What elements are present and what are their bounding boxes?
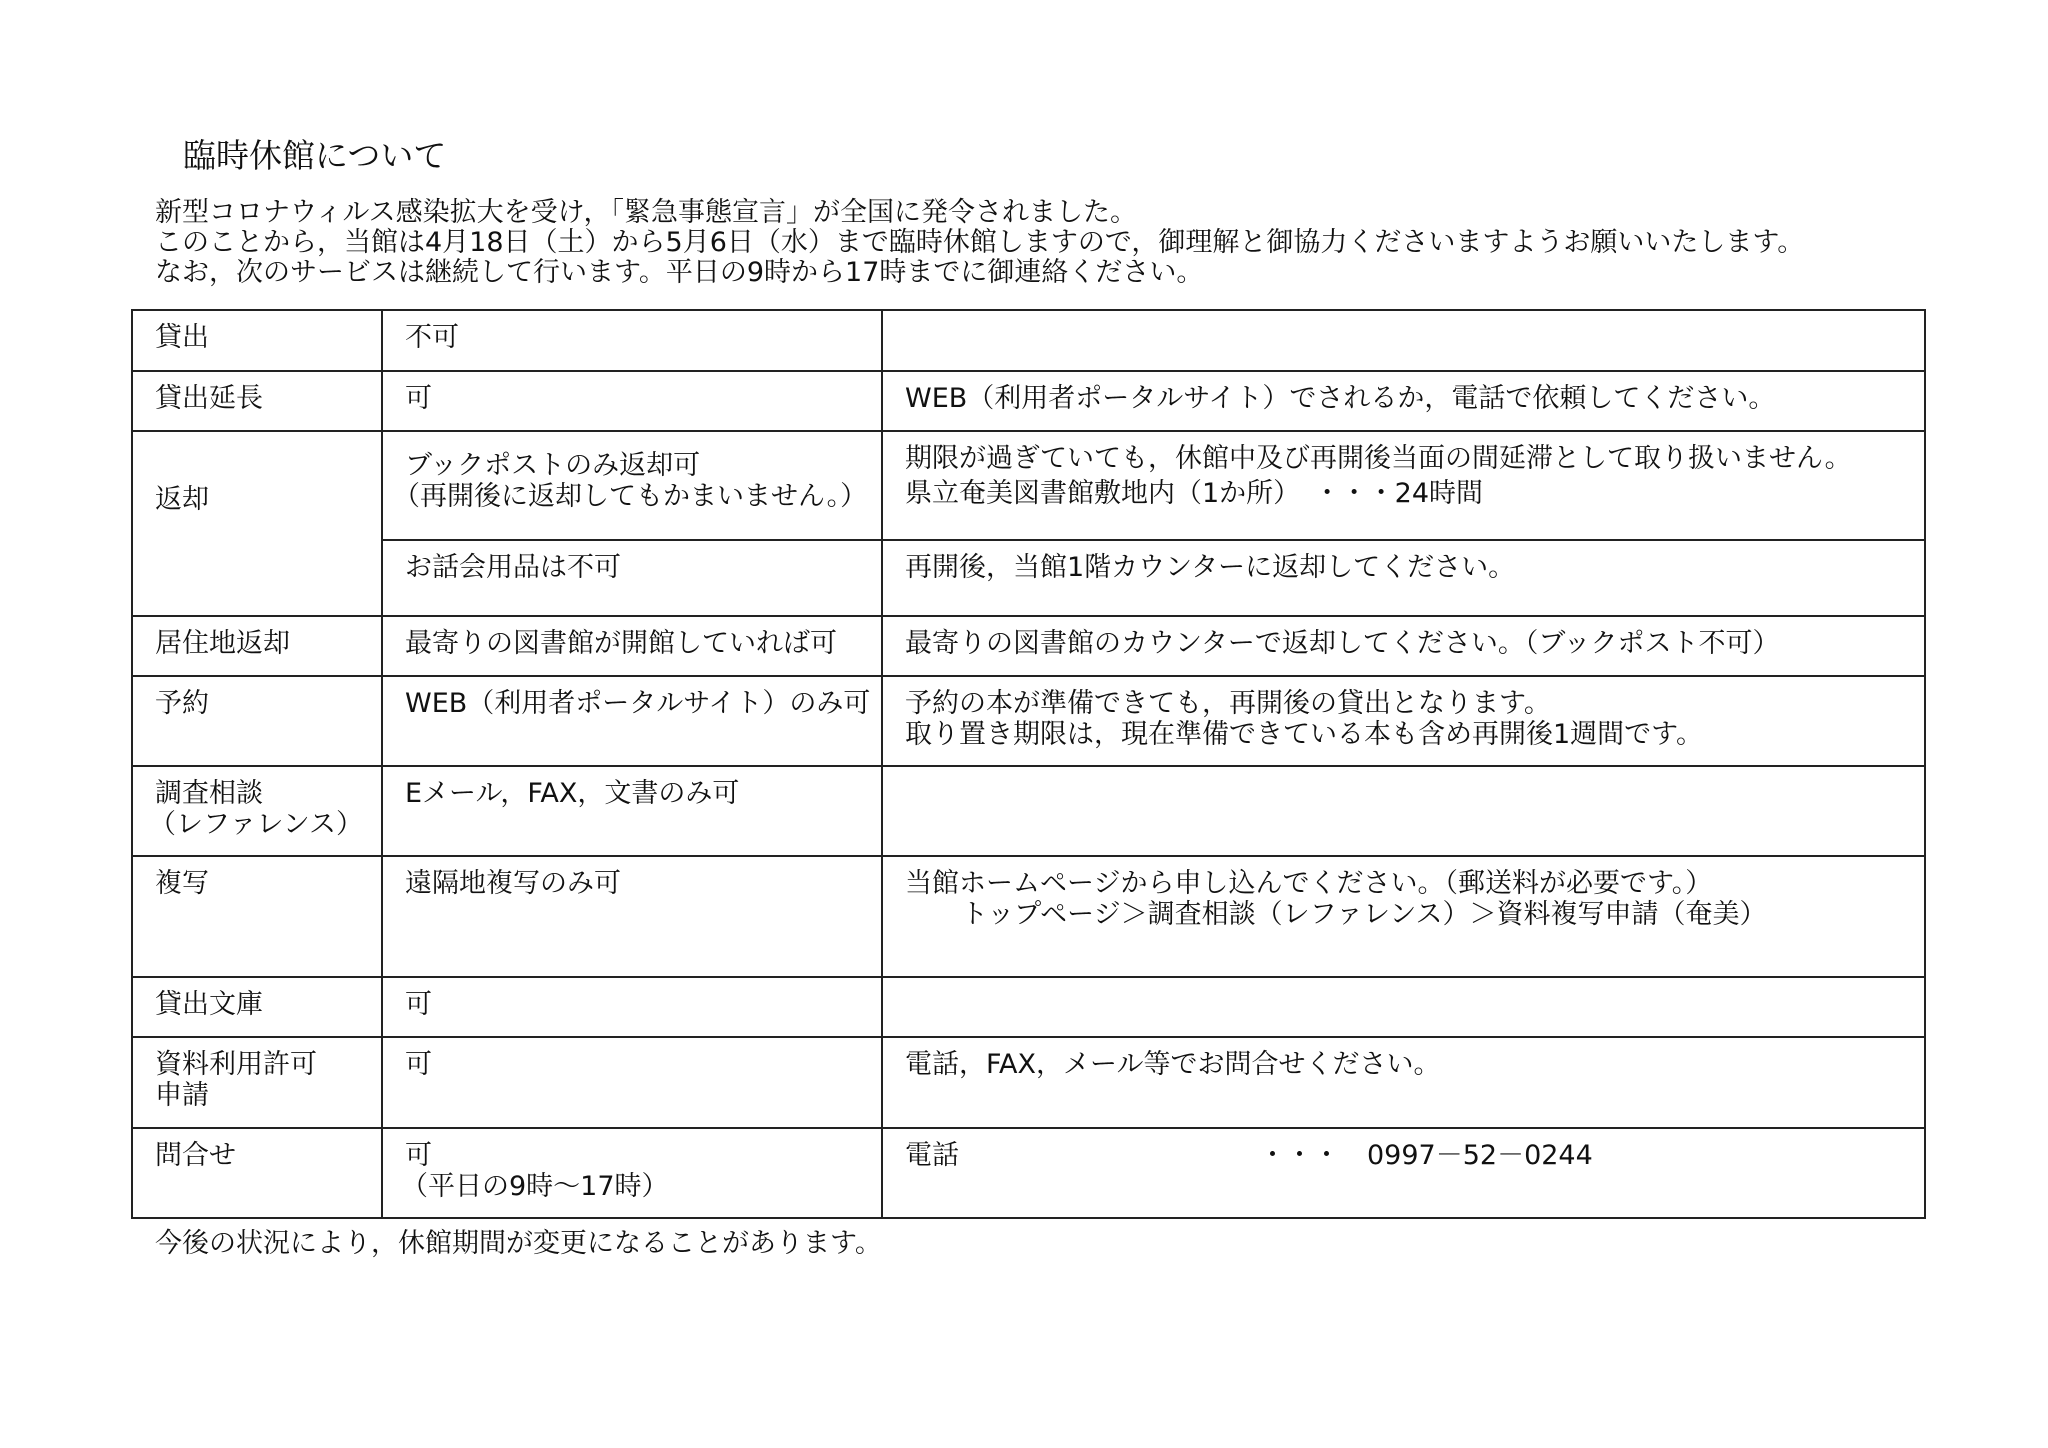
status-cell (382, 856, 882, 977)
status-cell (382, 676, 882, 766)
service-label: 返却 (155, 483, 209, 515)
table-row (132, 766, 1925, 856)
service-label: 調査相談 (155, 778, 263, 809)
status-text: 可 (405, 989, 432, 1020)
note-cell (882, 310, 1925, 371)
service-label: 貸出文庫 (155, 989, 263, 1020)
service-table (131, 309, 1926, 1219)
note-text: 取り置き期限は，現在準備できている本も含め再開後1週間です。 (905, 719, 1704, 750)
note-text: 期限が過ぎていても，休館中及び再開後当面の間延滞として取り扱いません。 (905, 443, 1852, 474)
service-label: 居住地返却 (155, 628, 290, 659)
status-cell (382, 1037, 882, 1128)
status-text: （再開後に返却してもかまいません。） (393, 481, 868, 512)
service-label: 貸出延長 (155, 383, 263, 414)
service-cell (132, 856, 382, 977)
service-cell (132, 977, 382, 1037)
status-text: ブックポストのみ返却可 (405, 450, 701, 481)
status-cell (382, 431, 882, 540)
note-cell (882, 371, 1925, 431)
status-cell (382, 540, 882, 616)
service-cell (132, 1128, 382, 1218)
intro-line: なお，次のサービスは継続して行います。平日の9時から17時までに御連絡ください。 (155, 257, 1204, 288)
phone-label: 電話 (905, 1140, 959, 1171)
table-row (132, 431, 1925, 540)
page-title: 臨時休館について (183, 136, 447, 175)
intro-line: 新型コロナウィルス感染拡大を受け，「緊急事態宣言」が全国に発令されました。 (155, 197, 1137, 228)
service-cell (132, 616, 382, 676)
phone-number: ・・・ 0997－52－0244 (1259, 1140, 1593, 1171)
status-cell (382, 371, 882, 431)
status-text: WEB（利用者ポータルサイト）のみ可 (405, 688, 871, 719)
service-cell (132, 766, 382, 856)
note-cell (882, 616, 1925, 676)
status-text: 最寄りの図書館が開館していれば可 (405, 628, 837, 659)
intro-line: このことから，当館は4月18日（土）から5月6日（水）まで臨時休館しますので，御理解と御協力くださいますようお願いいたします。 (155, 227, 1805, 258)
note-cell (882, 676, 1925, 766)
table-row (132, 540, 1925, 616)
service-cell (132, 310, 382, 371)
service-label: 資料利用許可 (155, 1049, 317, 1080)
note-text: 再開後，当館1階カウンターに返却してください。 (905, 552, 1516, 583)
note-cell (882, 1128, 1925, 1218)
note-text: トップページ＞調査相談（レファレンス）＞資料複写申請（奄美） (961, 899, 1767, 930)
service-cell (132, 1037, 382, 1128)
status-text: 可 (405, 1049, 432, 1080)
status-text: 遠隔地複写のみ可 (405, 868, 621, 899)
table-row (132, 616, 1925, 676)
table-row (132, 856, 1925, 977)
note-cell (882, 856, 1925, 977)
service-label: （レファレンス） (149, 809, 363, 840)
service-label: 複写 (155, 868, 209, 899)
note-text: 電話，FAX，メール等でお問合せください。 (905, 1049, 1441, 1080)
status-text: 不可 (405, 322, 459, 353)
status-text: 可 (405, 383, 432, 414)
service-label: 貸出 (155, 322, 209, 353)
table-row (132, 1037, 1925, 1128)
service-cell (132, 676, 382, 766)
table-row (132, 977, 1925, 1037)
note-text: 県立奄美図書館敷地内（1か所） ・・・24時間 (905, 478, 1484, 509)
status-cell (382, 977, 882, 1037)
note-cell (882, 431, 1925, 540)
intro-paragraph (155, 198, 1804, 288)
service-cell (132, 371, 382, 431)
table-row (132, 310, 1925, 371)
status-cell (382, 310, 882, 371)
status-cell (382, 766, 882, 856)
status-text: （平日の9時～17時） (401, 1171, 669, 1202)
note-text: 最寄りの図書館のカウンターで返却してください。（ブックポスト不可） (905, 628, 1780, 659)
note-cell (882, 766, 1925, 856)
service-cell (132, 431, 382, 616)
table-row (132, 371, 1925, 431)
note-cell (882, 977, 1925, 1037)
status-text: お話会用品は不可 (405, 552, 621, 583)
table-row (132, 1128, 1925, 1218)
note-text: 予約の本が準備できても，再開後の貸出となります。 (905, 688, 1551, 719)
service-label: 予約 (155, 688, 209, 719)
status-cell (382, 616, 882, 676)
status-text: Eメール，FAX，文書のみ可 (405, 778, 740, 809)
status-cell (382, 1128, 882, 1218)
note-text: 当館ホームページから申し込んでください。（郵送料が必要です。） (905, 868, 1713, 899)
note-cell (882, 1037, 1925, 1128)
status-text: 可 (405, 1140, 432, 1171)
note-text: WEB（利用者ポータルサイト）でされるか，電話で依頼してください。 (905, 383, 1776, 414)
note-cell (882, 540, 1925, 616)
service-label: 申請 (155, 1080, 209, 1111)
service-label: 問合せ (155, 1140, 236, 1171)
table-row (132, 676, 1925, 766)
footnote: 今後の状況により，休館期間が変更になることがあります。 (155, 1228, 882, 1259)
